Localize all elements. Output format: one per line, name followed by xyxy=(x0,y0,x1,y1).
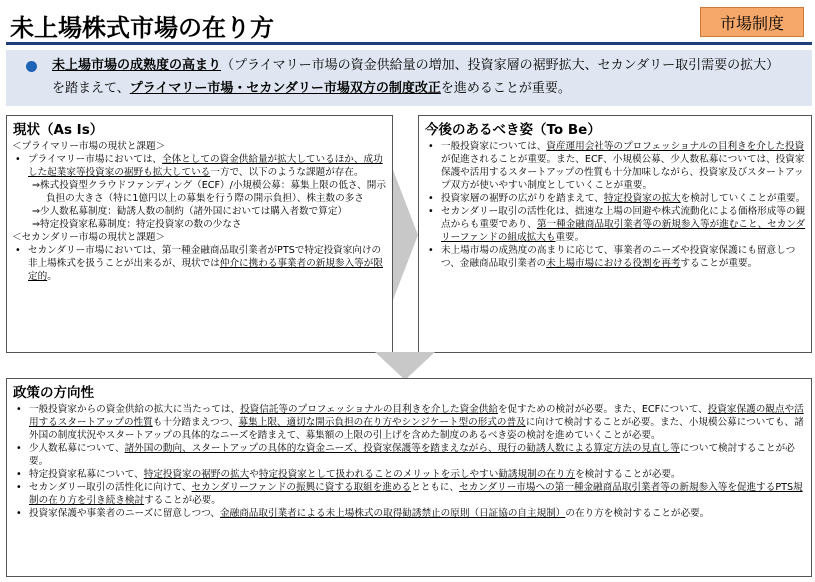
summary-text-1: （プライマリー市場の資金供給量の増加、投資家層の裾野拡大、セカンダリー取引需要の拡大）を踏まえて、 xyxy=(52,58,780,96)
list-item: • セカンダリー取引の活性化に向けて、セカンダリーファンドの振興に資する取組を進めるとともに、セカンダリー市場への第一種金融商品取引業者等の新規参入等を促進するPTS規制の在り方を引き続き検討することが必要。 xyxy=(16,482,803,506)
sub-item-ecf: ⇒株式投資型クラウドファンディング（ECF）/小規模公募：募集上限の低さ、開示負担の大きさ（特に1億円以上の募集を行う際の開示負担）、株主数の多さ xyxy=(32,180,386,204)
as-is-panel xyxy=(6,115,393,353)
category-badge: 市場制度 xyxy=(700,7,804,37)
bullet-icon: • xyxy=(428,245,434,256)
list-item: • 未上場市場の成熟度の高まりに応じて、事業者のニーズや投資家保護にも留意しつつ、金融商品取引業者の未上場市場における役割を再考することが重要。 xyxy=(428,245,796,269)
bullet-icon: • xyxy=(16,469,22,480)
list-item: • プライマリー市場においては、全体としての資金供給量が拡大しているほか、成功した起業家等投資家の裾野も拡大している一方で、以下のような課題が存在。 xyxy=(15,154,383,178)
list-item: • 特定投資家私募について、特定投資家の裾野の拡大や特定投資家として扱われることのメリットを示しやすい勧誘規制の在り方を検討することが必要。 xyxy=(16,469,681,480)
as-is-heading: 現状（As Is） xyxy=(13,122,104,138)
as-is-body xyxy=(12,140,390,283)
list-item: • セカンダリー取引の活性化は、拙速な上場の回避や株式流動化による価格形成等の観点からも重要であり、第一種金融商品取引業者等の新規参入等が進むこと、セカンダリーファンドの組成拡大も重要。 xyxy=(428,206,806,243)
bullet-icon: • xyxy=(428,141,434,152)
bullet-icon: • xyxy=(428,206,434,217)
to-be-panel xyxy=(418,115,812,353)
bullet-icon: • xyxy=(15,245,21,256)
title-underline xyxy=(6,42,812,45)
page-title: 未上場株式市場の在り方 xyxy=(10,14,274,42)
primary-section-heading: ＜プライマリー市場の現状と課題＞ xyxy=(12,141,166,152)
list-item: • 少人数私募について、諸外国の動向、スタートアップの具体的な資金ニーズ、投資家保護等を踏まえながら、現行の勧誘人数による算定方法の見直し等について検討することが必要。 xyxy=(16,443,795,467)
list-item: • 投資家保護や事業者のニーズに留意しつつ、金融商品取引業者による未上場株式の取得勧誘禁止の原則（日証協の自主規制）の在り方を検討することが必要。 xyxy=(16,508,710,519)
bullet-icon: • xyxy=(428,193,434,204)
policy-body xyxy=(13,403,808,520)
right-arrow-icon xyxy=(393,170,418,300)
sub-item-professional-placement: ⇒特定投資家私募制度：特定投資家の数の少なさ xyxy=(32,219,242,230)
summary-emphasis-1: 未上場市場の成熟度の高まり xyxy=(52,58,222,73)
bullet-icon: • xyxy=(16,443,22,454)
list-item: • セカンダリー市場においては、第一種金融商品取引業者がPTSで特定投資家向けの非上場株式を扱うことが出来るが、現状では仲介に携わる事業者の新規参入等が限定的。 xyxy=(15,245,383,282)
bullet-icon: • xyxy=(16,508,22,519)
sub-item-private-placement: ⇒少人数私募制度：勧誘人数の制約（諸外国においては購入者数で算定） xyxy=(32,206,348,217)
list-item: • 一般投資家からの資金供給の拡大に当たっては、投資信託等のプロフェッショナルの目利きを介した資金供給を促すための検討が必要。また、ECFについて、投資家保護の観点や活用するスタートアップの性質も十分踏まえつつ、募集上限、適切な開示負担の在り方やシンジケート型の形式の普及に向けて検討することが必要。また、小規模公募についても、諸外国の制度状況やスタートアップの具体的なニーズを踏まえて、募集額の上限の引上げを含めた制度のあるべき姿の検討を進めていくことが必要。 xyxy=(16,404,804,441)
secondary-section-heading: ＜セカンダリー市場の現状と課題＞ xyxy=(12,232,166,243)
bullet-dot-icon xyxy=(26,61,37,72)
down-arrow-icon xyxy=(375,352,435,380)
bullet-icon: • xyxy=(15,154,21,165)
summary-emphasis-2: プライマリー市場・セカンダリー市場双方の制度改正 xyxy=(129,81,441,96)
list-item: • 投資家層の裾野の広がりを踏まえて、特定投資家の拡大を検討していくことが重要。 xyxy=(428,193,806,204)
to-be-body xyxy=(425,140,809,270)
list-item: • 一般投資家については、資産運用会社等のプロフェッショナルの目利きを介した投資が促進されることが重要。また、ECF、小規模公募、少人数私募については、投資家保護や活用するスタートアップの性質も十分加味しながら、投資家及びスタートアップ双方が使いやすい制度としていくことが重要。 xyxy=(428,141,805,191)
policy-panel xyxy=(6,378,812,577)
bullet-icon: • xyxy=(16,404,22,415)
summary-text-2: を進めることが重要。 xyxy=(440,81,571,96)
policy-heading: 政策の方向性 xyxy=(13,385,94,401)
summary-banner xyxy=(6,50,812,106)
bullet-icon: • xyxy=(16,482,22,493)
to-be-heading: 今後のあるべき姿（To Be） xyxy=(425,122,601,138)
summary-text xyxy=(52,54,792,100)
